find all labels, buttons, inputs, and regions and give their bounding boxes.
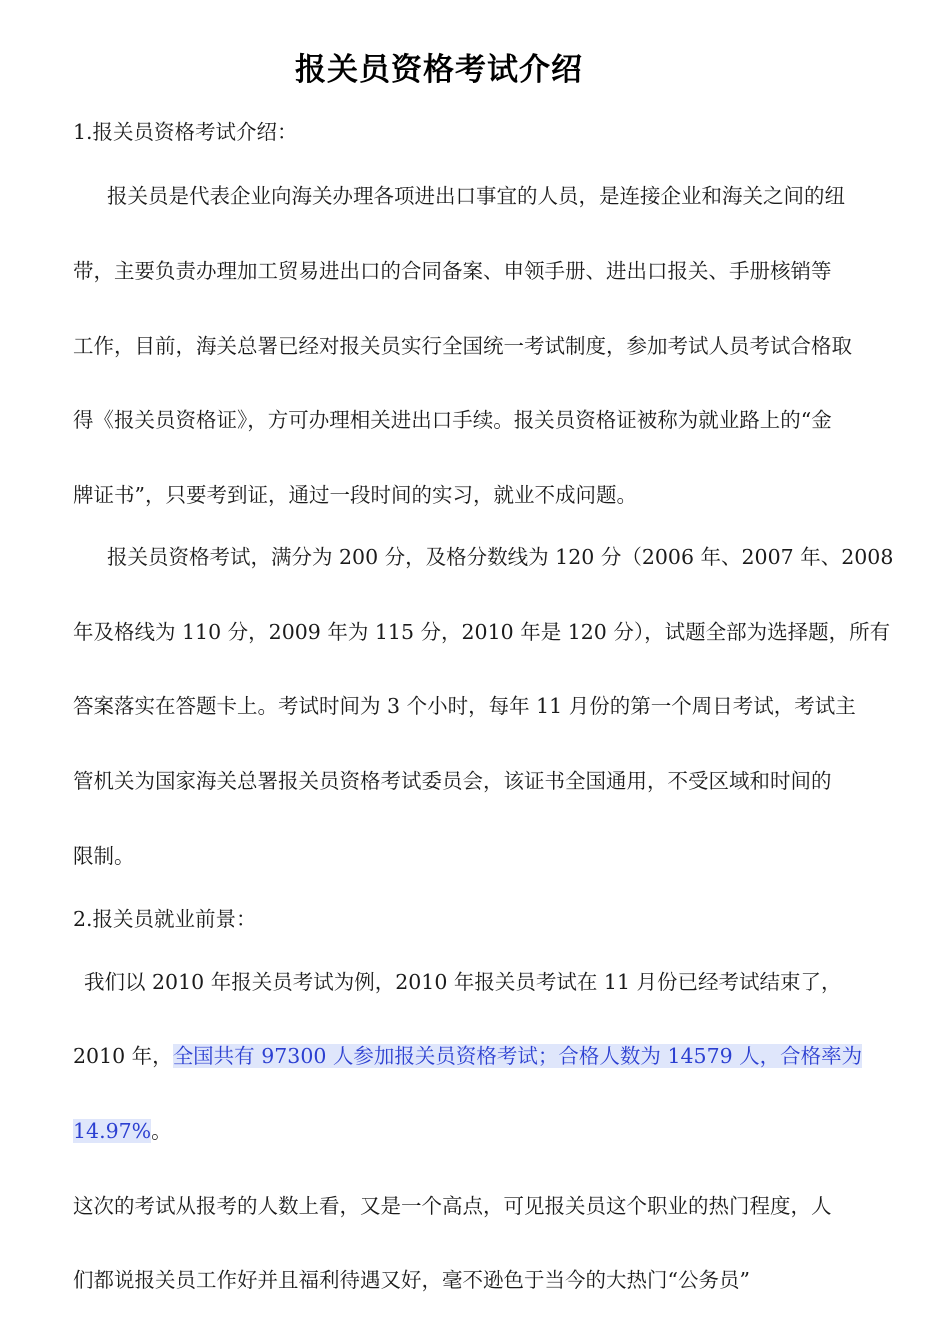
section1-para1-line4: 得《报关员资格证》，方可办理相关进出口手续。报关员资格证被称为就业路上的“金: [73, 408, 832, 432]
highlighted-pass-rate: 14.97%: [73, 1119, 152, 1143]
section1-para2-line5: 限制。: [73, 844, 135, 868]
section1-para2-line4: 管机关为国家海关总署报关员资格考试委员会，该证书全国通用，不受区域和时间的: [73, 769, 832, 793]
document-title: 报关员资格考试介绍: [295, 52, 583, 88]
section1-para1-line3: 工作，目前，海关总署已经对报关员实行全国统一考试制度，参加考试人员考试合格取: [73, 334, 852, 358]
section1-heading: 1.报关员资格考试介绍：: [73, 120, 298, 144]
section2-para1-line2: [73, 1042, 862, 1070]
section2-para1-line3-suffix: 。: [151, 1119, 172, 1143]
section1-para2-line3: 答案落实在答题卡上。考试时间为 3 个小时，每年 11 月份的第一个周日考试，考试主: [73, 694, 856, 718]
section1-para1-line2: 带，主要负责办理加工贸易进出口的合同备案、申领手册、进出口报关、手册核销等: [73, 259, 832, 283]
section1-para2-line1: 报关员资格考试，满分为 200 分，及格分数线为 120 分（2006 年、2007 年、2008: [107, 545, 894, 569]
section1-para1-line1: 报关员是代表企业向海关办理各项进出口事宜的人员，是连接企业和海关之间的纽: [107, 184, 845, 208]
section2-para1-line2-prefix: 2010 年，: [73, 1044, 173, 1068]
section1-para2-line2: 年及格线为 110 分，2009 年为 115 分，2010 年是 120 分），试题全部为选择题，所有: [73, 620, 891, 644]
highlighted-statistics: 全国共有 97300 人参加报关员资格考试；合格人数为 14579 人，合格率为: [172, 1044, 863, 1068]
section2-para1-line3: [73, 1117, 172, 1145]
section2-heading: 2.报关员就业前景：: [73, 907, 257, 931]
section1-para1-line5: 牌证书”，只要考到证，通过一段时间的实习，就业不成问题。: [73, 483, 637, 507]
section2-para2-line1: 这次的考试从报考的人数上看，又是一个高点，可见报关员这个职业的热门程度，人: [73, 1194, 832, 1218]
section2-para1-line1: 我们以 2010 年报关员考试为例，2010 年报关员考试在 11 月份已经考试结束了，: [84, 970, 842, 994]
section2-para2-line2: 们都说报关员工作好并且福利待遇又好，毫不逊色于当今的大热门“公务员”: [73, 1268, 750, 1292]
